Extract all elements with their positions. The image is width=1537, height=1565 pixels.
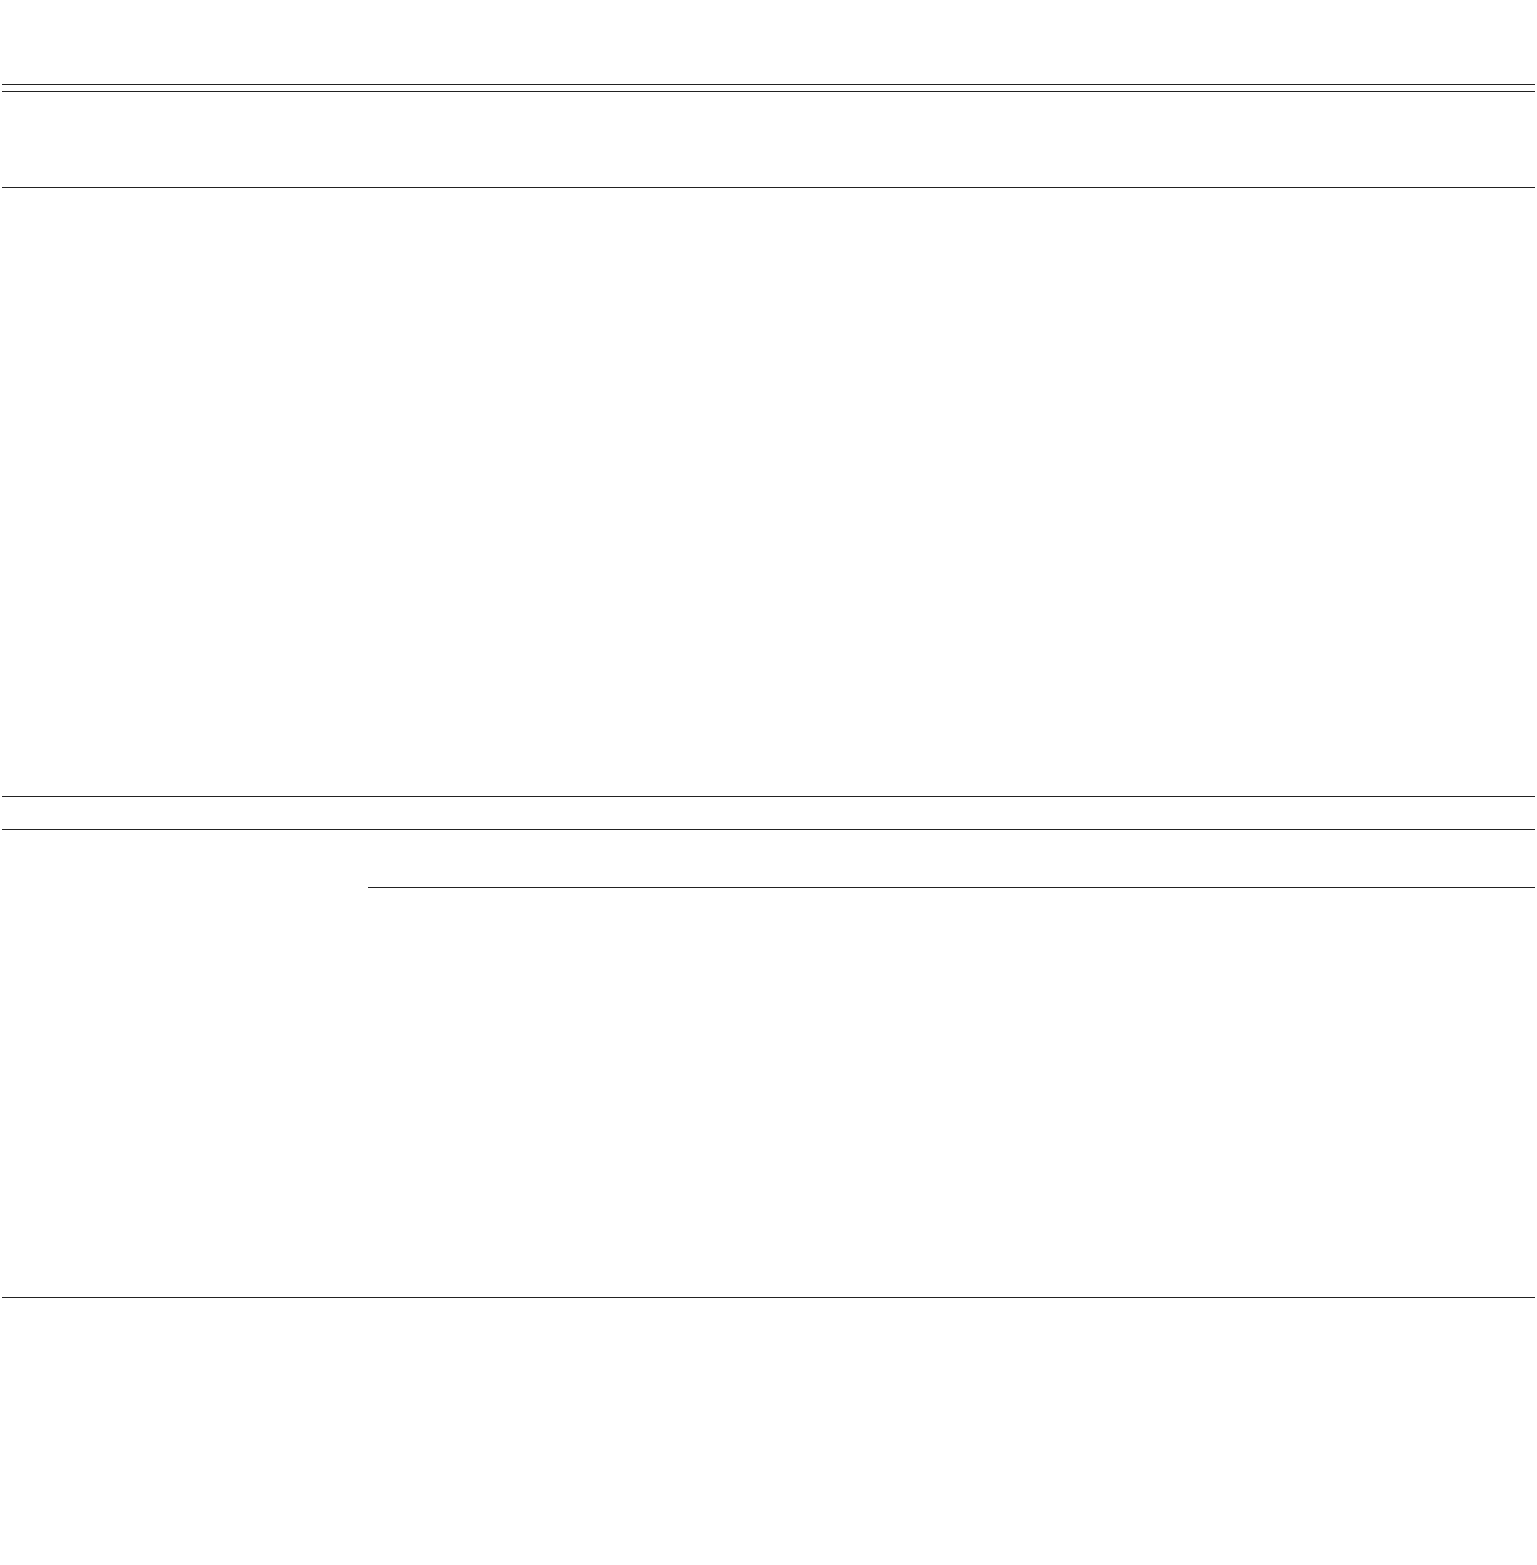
caption-line-1: [2, 2, 1535, 35]
header-rule: [2, 187, 1535, 188]
anova-header-rule: [368, 887, 1535, 888]
top-rule-1: [2, 84, 1535, 85]
means-bottom-rule: [2, 796, 1535, 797]
top-rule-2: [2, 91, 1535, 92]
anova-top-rule: [2, 829, 1535, 830]
table-bottom-rule: [2, 1297, 1535, 1298]
